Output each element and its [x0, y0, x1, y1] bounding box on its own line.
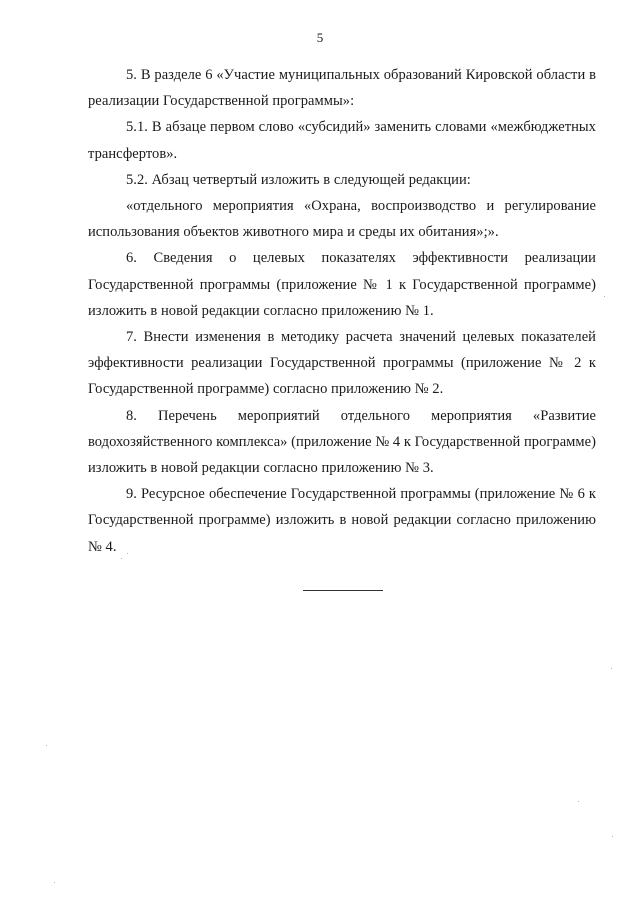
- paragraph-8: 8. Перечень мероприятий отдельного мероприятия «Развитие водохозяйственного комплекса» (приложение № 4 к Государственной программе) изложить в новой редакции согласно приложению № 3.: [88, 407, 596, 477]
- scan-speck: [127, 553, 128, 554]
- paragraph-9: 9. Ресурсное обеспечение Государственной программы (приложение № 6 к Государственной программе) изложить в новой редакции согласно приложению № 4.: [88, 486, 596, 555]
- scan-speck: [578, 801, 579, 802]
- document-body: [88, 62, 596, 560]
- paragraph-7: 7. Внести изменения в методику расчета значений целевых показателей эффективности реализации Государственной программы (приложение № 2 к Государственной программе) согласно приложению № 2.: [88, 329, 596, 398]
- paragraph-5-2: 5.2. Абзац четвертый изложить в следующей редакции:: [126, 171, 471, 188]
- paragraph-quote: «отдельного мероприятия «Охрана, воспроизводство и регулирование использования объектов животного мира и среды их обитания»;».: [88, 198, 596, 241]
- scan-speck: [612, 836, 613, 837]
- paragraph-6: 6. Сведения о целевых показателях эффективности реализации Государственной программы (приложение № 1 к Государственной программе) изложить в новой редакции согласно приложению № 1.: [88, 250, 596, 319]
- end-separator-line: [303, 590, 383, 591]
- scan-speck: [604, 296, 605, 297]
- page-number: 5: [316, 30, 324, 45]
- scan-speck: [46, 745, 47, 746]
- scan-speck: [121, 558, 122, 559]
- scan-speck: [611, 668, 612, 669]
- paragraph-5-1: 5.1. В абзаце первом слово «субсидий» заменить словами «межбюджетных трансфертов».: [88, 119, 596, 162]
- paragraph-5: 5. В разделе 6 «Участие муниципальных образований Кировской области в реализации Государственной программы»:: [88, 67, 596, 110]
- scan-speck: [54, 882, 55, 883]
